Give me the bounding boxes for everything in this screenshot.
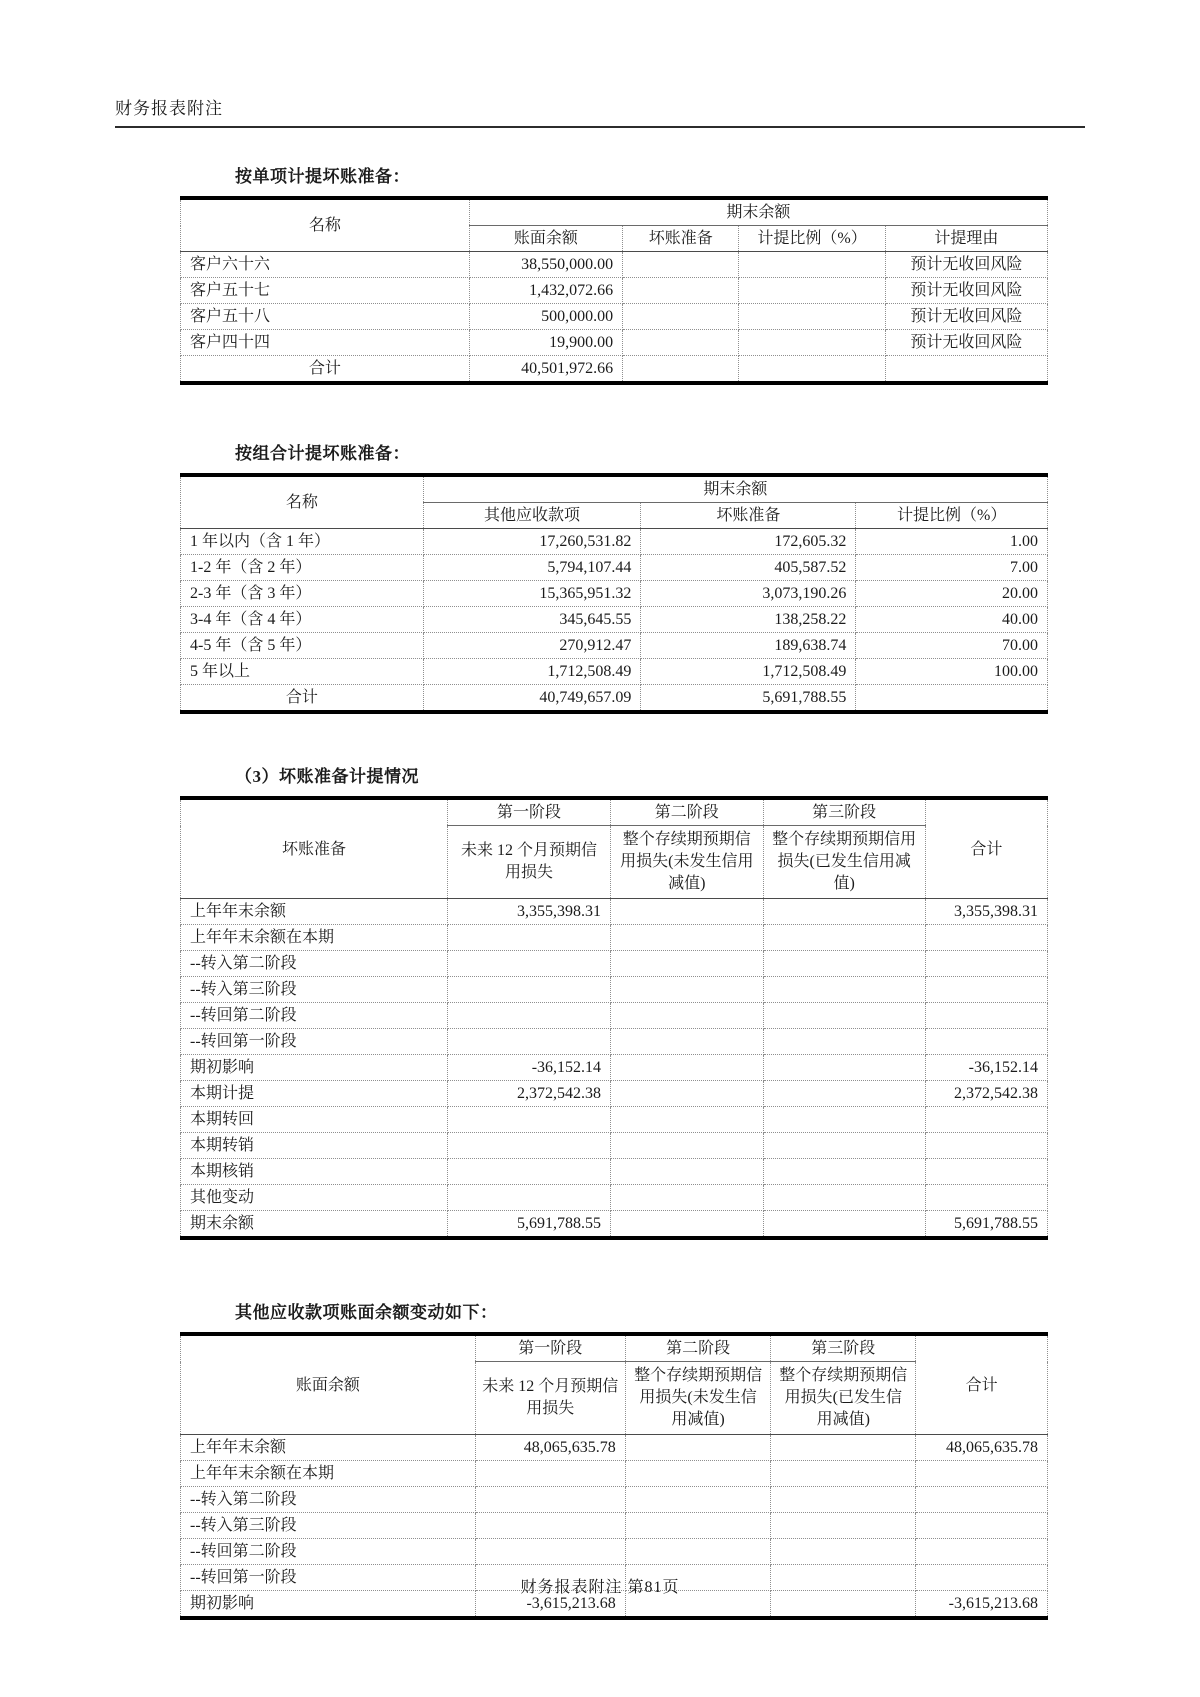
total-row [181, 356, 1048, 384]
col-subheader-stage1: 未来 12 个月预期信用损失 [448, 826, 611, 899]
cell-stage3 [771, 1461, 916, 1487]
table-row [181, 1029, 1048, 1055]
cell-receivable: 15,365,951.32 [423, 581, 641, 607]
cell-ratio: 1.00 [856, 529, 1048, 555]
col-header-bad-debt: 坏账准备 [623, 226, 739, 252]
cell-stage3 [763, 1003, 925, 1029]
cell-name: 客户五十八 [181, 304, 470, 330]
cell-ratio: 20.00 [856, 581, 1048, 607]
table-row [181, 1487, 1048, 1513]
col-header-book-balance: 账面余额 [181, 1334, 476, 1435]
cell-name: 客户六十六 [181, 252, 470, 278]
page-footer [0, 1574, 1200, 1597]
col-group-ending-balance: 期末余额 [469, 198, 1047, 226]
col-header-reason: 计提理由 [885, 226, 1047, 252]
cell-aging: 2-3 年（含 3 年） [181, 581, 424, 607]
cell-stage3 [763, 1107, 925, 1133]
cell-label: 本期转回 [181, 1107, 448, 1133]
cell-stage1 [448, 925, 611, 951]
table-row [181, 1461, 1048, 1487]
cell-stage3 [763, 1029, 925, 1055]
cell-total [925, 925, 1047, 951]
cell-label: 上年年末余额在本期 [181, 1461, 476, 1487]
cell-reason: 预计无收回风险 [885, 252, 1047, 278]
cell-total [925, 977, 1047, 1003]
col-subheader-stage3: 整个存续期预期信用损失(已发生信用减值) [771, 1362, 916, 1435]
table-row [181, 1107, 1048, 1133]
cell-stage1 [448, 1107, 611, 1133]
section1-title: 按单项计提坏账准备： [235, 167, 410, 186]
cell-total: 5,691,788.55 [925, 1211, 1047, 1239]
cell-stage1 [448, 1185, 611, 1211]
cell-total [925, 951, 1047, 977]
table-row [181, 1211, 1048, 1239]
section4-title: 其他应收款项账面余额变动如下： [235, 1303, 498, 1322]
cell-stage3 [763, 951, 925, 977]
cell-name: 客户五十七 [181, 278, 470, 304]
table-row [181, 304, 1048, 330]
cell-stage2 [625, 1539, 771, 1565]
cell-stage2 [611, 1055, 764, 1081]
footer-text: 财务报表附注 第81页 [520, 1579, 680, 1596]
cell-stage1: 3,355,398.31 [448, 899, 611, 925]
table-row [181, 951, 1048, 977]
cell-label: 期初影响 [181, 1055, 448, 1081]
table-row [181, 330, 1048, 356]
cell-stage1 [475, 1487, 625, 1513]
table-row [181, 581, 1048, 607]
cell-stage2 [611, 1133, 764, 1159]
cell-total [925, 1107, 1047, 1133]
cell-stage1 [448, 1029, 611, 1055]
page-content [180, 126, 1048, 1620]
cell-stage1 [475, 1539, 625, 1565]
cell-total [925, 1185, 1047, 1211]
cell-stage3 [763, 1133, 925, 1159]
table-row [181, 1435, 1048, 1461]
cell-aging: 4-5 年（含 5 年） [181, 633, 424, 659]
col-header-other-receivables: 其他应收款项 [423, 503, 641, 529]
cell-total [916, 1461, 1048, 1487]
cell-stage1: 48,065,635.78 [475, 1435, 625, 1461]
cell-ratio: 70.00 [856, 633, 1048, 659]
cell-balance: 500,000.00 [469, 304, 622, 330]
cell-stage2 [611, 1211, 764, 1239]
provision-stages-table [180, 796, 1048, 1240]
cell-stage3 [771, 1513, 916, 1539]
cell-provision: 138,258.22 [641, 607, 856, 633]
table-row [181, 529, 1048, 555]
cell-total-ratio [856, 685, 1048, 713]
cell-stage2 [611, 1159, 764, 1185]
col-header-bad-debt: 坏账准备 [641, 503, 856, 529]
table-row [181, 1513, 1048, 1539]
cell-reason: 预计无收回风险 [885, 278, 1047, 304]
cell-balance: 1,432,072.66 [469, 278, 622, 304]
cell-aging: 1 年以内（含 1 年） [181, 529, 424, 555]
col-header-stage1: 第一阶段 [448, 798, 611, 826]
cell-total-provision: 5,691,788.55 [641, 685, 856, 713]
table-row [181, 1055, 1048, 1081]
cell-ratio: 100.00 [856, 659, 1048, 685]
cell-stage2 [611, 977, 764, 1003]
cell-stage2 [611, 1029, 764, 1055]
cell-label: 期初影响 [181, 1591, 476, 1619]
section3-title: （3）坏账准备计提情况 [235, 767, 419, 786]
cell-label: --转回第一阶段 [181, 1029, 448, 1055]
cell-stage3 [763, 1159, 925, 1185]
cell-label: --转入第三阶段 [181, 977, 448, 1003]
cell-stage2 [611, 899, 764, 925]
cell-total: 2,372,542.38 [925, 1081, 1047, 1107]
col-header-stage2: 第二阶段 [625, 1334, 771, 1362]
cell-total: -3,615,213.68 [916, 1591, 1048, 1619]
cell-label: --转入第三阶段 [181, 1513, 476, 1539]
cell-receivable: 345,645.55 [423, 607, 641, 633]
cell-provision [623, 252, 739, 278]
cell-total [925, 1003, 1047, 1029]
individual-provision-table [180, 196, 1048, 385]
cell-stage3 [771, 1435, 916, 1461]
cell-total: -36,152.14 [925, 1055, 1047, 1081]
cell-stage3 [763, 977, 925, 1003]
col-header-stage1: 第一阶段 [475, 1334, 625, 1362]
col-subheader-stage2: 整个存续期预期信用损失(未发生信用减值) [625, 1362, 771, 1435]
cell-stage1 [475, 1461, 625, 1487]
cell-stage3 [763, 1185, 925, 1211]
cell-total-reason [885, 356, 1047, 384]
cell-stage1: -3,615,213.68 [475, 1591, 625, 1619]
cell-total-receivable: 40,749,657.09 [423, 685, 641, 713]
cell-total [916, 1487, 1048, 1513]
cell-aging: 1-2 年（含 2 年） [181, 555, 424, 581]
table-row [181, 977, 1048, 1003]
cell-label: --转入第二阶段 [181, 951, 448, 977]
table-row [181, 1133, 1048, 1159]
col-header-name: 名称 [181, 475, 424, 529]
col-header-ratio: 计提比例（%） [856, 503, 1048, 529]
col-header-provision: 坏账准备 [181, 798, 448, 899]
col-group-ending-balance: 期末余额 [423, 475, 1047, 503]
cell-reason: 预计无收回风险 [885, 304, 1047, 330]
cell-receivable: 5,794,107.44 [423, 555, 641, 581]
cell-stage2 [611, 1003, 764, 1029]
cell-stage2 [625, 1487, 771, 1513]
cell-total-label: 合计 [181, 356, 470, 384]
cell-label: --转回第一阶段 [181, 1565, 476, 1591]
cell-total-ratio [739, 356, 886, 384]
cell-receivable: 1,712,508.49 [423, 659, 641, 685]
cell-provision: 3,073,190.26 [641, 581, 856, 607]
table-row [181, 607, 1048, 633]
col-header-book-balance: 账面余额 [469, 226, 622, 252]
cell-label: --转入第二阶段 [181, 1487, 476, 1513]
table-row [181, 925, 1048, 951]
cell-stage1 [448, 1159, 611, 1185]
cell-stage3 [763, 1081, 925, 1107]
cell-provision [623, 278, 739, 304]
cell-stage2 [611, 1185, 764, 1211]
col-header-total: 合计 [925, 798, 1047, 899]
table-row [181, 1185, 1048, 1211]
cell-stage2 [611, 925, 764, 951]
cell-total-label: 合计 [181, 685, 424, 713]
cell-provision: 1,712,508.49 [641, 659, 856, 685]
table-row [181, 1539, 1048, 1565]
cell-name: 客户四十四 [181, 330, 470, 356]
cell-ratio [739, 278, 886, 304]
cell-stage1: -36,152.14 [448, 1055, 611, 1081]
table-row [181, 252, 1048, 278]
header-title: 财务报表附注 [115, 99, 223, 118]
cell-stage1: 5,691,788.55 [448, 1211, 611, 1239]
cell-stage2 [611, 1081, 764, 1107]
cell-total-balance: 40,501,972.66 [469, 356, 622, 384]
table-row [181, 278, 1048, 304]
cell-stage1 [448, 951, 611, 977]
col-header-stage2: 第二阶段 [611, 798, 764, 826]
cell-label: 上年年末余额 [181, 1435, 476, 1461]
table-row [181, 659, 1048, 685]
document-header [115, 94, 1085, 128]
total-row [181, 685, 1048, 713]
cell-stage1 [448, 1003, 611, 1029]
cell-provision [623, 304, 739, 330]
cell-balance: 19,900.00 [469, 330, 622, 356]
cell-total: 3,355,398.31 [925, 899, 1047, 925]
cell-stage3 [771, 1487, 916, 1513]
col-header-stage3: 第三阶段 [771, 1334, 916, 1362]
cell-total [916, 1539, 1048, 1565]
cell-stage2 [625, 1513, 771, 1539]
col-header-ratio: 计提比例（%） [739, 226, 886, 252]
cell-ratio: 40.00 [856, 607, 1048, 633]
header-row-group [181, 475, 1048, 503]
col-subheader-stage3: 整个存续期预期信用损失(已发生信用减值) [763, 826, 925, 899]
header-row-group [181, 198, 1048, 226]
cell-stage3 [771, 1539, 916, 1565]
cell-ratio [739, 330, 886, 356]
cell-stage2 [625, 1461, 771, 1487]
table-row [181, 1159, 1048, 1185]
col-subheader-stage2: 整个存续期预期信用损失(未发生信用减值) [611, 826, 764, 899]
cell-total [925, 1159, 1047, 1185]
cell-stage2 [611, 1107, 764, 1133]
section2-title: 按组合计提坏账准备： [235, 444, 410, 463]
col-subheader-stage1: 未来 12 个月预期信用损失 [475, 1362, 625, 1435]
cell-label: 本期核销 [181, 1159, 448, 1185]
cell-stage2 [625, 1435, 771, 1461]
table-row [181, 1003, 1048, 1029]
cell-provision: 172,605.32 [641, 529, 856, 555]
group-provision-table [180, 473, 1048, 714]
cell-label: 期末余额 [181, 1211, 448, 1239]
cell-aging: 5 年以上 [181, 659, 424, 685]
cell-total-provision [623, 356, 739, 384]
cell-provision: 405,587.52 [641, 555, 856, 581]
cell-label: 本期计提 [181, 1081, 448, 1107]
cell-ratio: 7.00 [856, 555, 1048, 581]
cell-balance: 38,550,000.00 [469, 252, 622, 278]
cell-total [925, 1133, 1047, 1159]
cell-label: --转回第二阶段 [181, 1539, 476, 1565]
cell-receivable: 270,912.47 [423, 633, 641, 659]
cell-aging: 3-4 年（含 4 年） [181, 607, 424, 633]
cell-stage3 [763, 925, 925, 951]
cell-provision [623, 330, 739, 356]
cell-ratio [739, 252, 886, 278]
table-row [181, 899, 1048, 925]
col-header-name: 名称 [181, 198, 470, 252]
cell-total [916, 1513, 1048, 1539]
cell-label: --转回第二阶段 [181, 1003, 448, 1029]
table-row [181, 633, 1048, 659]
cell-label: 上年年末余额 [181, 899, 448, 925]
cell-stage1 [448, 1133, 611, 1159]
cell-receivable: 17,260,531.82 [423, 529, 641, 555]
table-row [181, 1081, 1048, 1107]
cell-stage1 [448, 977, 611, 1003]
cell-stage3 [763, 899, 925, 925]
cell-label: 本期转销 [181, 1133, 448, 1159]
cell-ratio [739, 304, 886, 330]
header-row-stages [181, 798, 1048, 826]
header-row-stages [181, 1334, 1048, 1362]
cell-provision: 189,638.74 [641, 633, 856, 659]
cell-reason: 预计无收回风险 [885, 330, 1047, 356]
cell-stage1 [475, 1513, 625, 1539]
col-header-total: 合计 [916, 1334, 1048, 1435]
cell-stage3 [763, 1055, 925, 1081]
cell-stage3 [763, 1211, 925, 1239]
cell-stage2 [611, 951, 764, 977]
cell-total: 48,065,635.78 [916, 1435, 1048, 1461]
cell-label: 其他变动 [181, 1185, 448, 1211]
cell-total [925, 1029, 1047, 1055]
table-row [181, 555, 1048, 581]
cell-stage1: 2,372,542.38 [448, 1081, 611, 1107]
col-header-stage3: 第三阶段 [763, 798, 925, 826]
cell-label: 上年年末余额在本期 [181, 925, 448, 951]
